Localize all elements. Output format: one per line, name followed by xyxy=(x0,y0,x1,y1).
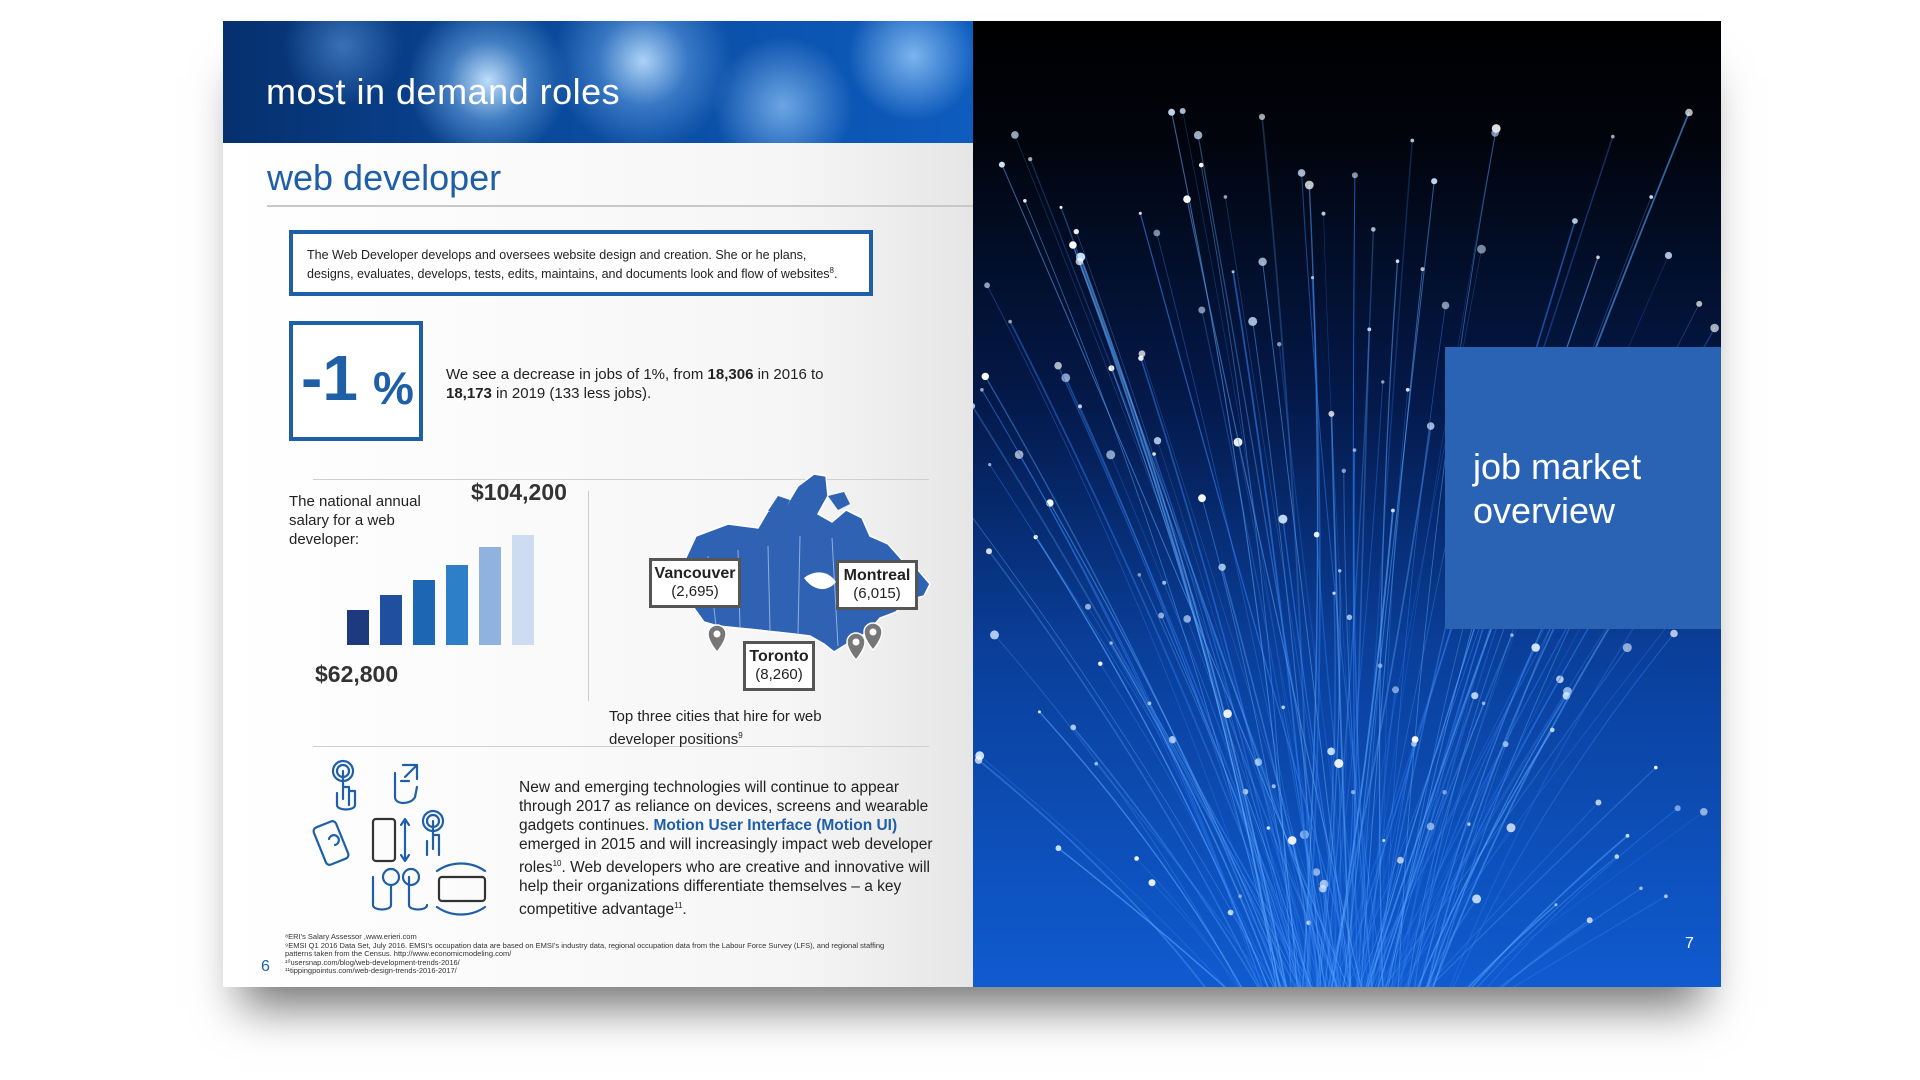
footnote: ¹¹tippingpointus.com/web-design-trends-2016-2017/ xyxy=(285,966,457,976)
fiber-tip-light xyxy=(1611,135,1615,139)
fiber-tip-light xyxy=(1180,108,1186,114)
fiber-tip-light xyxy=(1054,362,1062,370)
fiber-tip-light xyxy=(1410,139,1414,143)
fiber-tip-light xyxy=(1069,241,1077,249)
fiber-tip-light xyxy=(999,162,1005,168)
fiber-tip-light xyxy=(1710,324,1719,333)
salary-bar xyxy=(512,535,534,645)
salary-bar xyxy=(479,547,501,645)
fiber-tip-light xyxy=(1491,129,1499,137)
job-change-number: -1 xyxy=(301,342,358,414)
fiber-tip-light xyxy=(1085,604,1091,610)
fiber-tip-light xyxy=(1442,302,1450,310)
fiber-tip-light xyxy=(1168,109,1175,116)
salary-max: $104,200 xyxy=(471,479,567,505)
fiber-tip-light xyxy=(1288,836,1297,845)
fiber-tip-light xyxy=(984,282,990,288)
fiber-tip-light xyxy=(990,630,999,639)
fiber-tip-light xyxy=(1550,728,1555,733)
touch-gesture-icon xyxy=(311,759,501,919)
map-pin-icon xyxy=(864,623,882,650)
footnotes xyxy=(285,933,945,976)
fiber-strand xyxy=(1403,634,1674,987)
role-description: The Web Developer develops and oversees website design and creation. She or he plans, designs, evaluates, develops, tests, edits, maintains, and documents look and flow of websites xyxy=(307,248,830,282)
jobs-2019: 18,173 xyxy=(446,385,492,402)
fiber-tip-light xyxy=(1056,845,1062,851)
fiber-tip-light xyxy=(1670,630,1678,638)
fiber-tip-light xyxy=(988,463,991,466)
change-text-part: in 2016 to xyxy=(753,366,824,383)
fiber-tip-light xyxy=(1134,856,1139,861)
fiber-tip-light xyxy=(1223,709,1232,718)
left-page xyxy=(223,21,973,987)
city-name: Vancouver xyxy=(654,565,736,582)
fiber-tip-light xyxy=(1555,903,1558,906)
fiber-tip-light xyxy=(1482,702,1486,706)
job-change-text xyxy=(446,365,866,403)
fiber-tip-light xyxy=(1199,163,1204,168)
fiber-tip-light xyxy=(1319,885,1327,893)
fiber-tip-light xyxy=(1342,469,1346,473)
fiber-tip-light xyxy=(1371,227,1376,232)
fiber-tip-light xyxy=(1311,276,1314,279)
fiber-tip-light xyxy=(1224,195,1228,199)
fiber-tip-light xyxy=(1106,450,1115,459)
fiber-tip-light xyxy=(1352,172,1358,178)
right-page xyxy=(973,21,1721,987)
page-number-left: 6 xyxy=(261,958,270,975)
fiber-tip-light xyxy=(1477,245,1486,254)
fiber-tip-light xyxy=(1038,710,1041,713)
fiber-strand xyxy=(1002,165,1402,987)
fiber-tip-light xyxy=(1427,422,1435,430)
fiber-tip-light xyxy=(1531,643,1540,652)
fiber-tip-light xyxy=(1183,195,1191,203)
fiber-tip-light xyxy=(1392,686,1399,693)
brochure-spread xyxy=(223,21,1721,987)
column-divider xyxy=(588,491,589,701)
fiber-tip-light xyxy=(1060,206,1063,209)
job-change-percent-box xyxy=(289,321,423,441)
fiber-tip-light xyxy=(1011,131,1019,139)
fiber-strand xyxy=(990,465,1382,987)
fiber-tip-light xyxy=(1334,759,1343,768)
fiber-tip-light xyxy=(1396,259,1400,263)
fiber-tip-light xyxy=(1194,131,1202,139)
fiber-tip-light xyxy=(1139,212,1142,215)
fiber-tip-light xyxy=(973,403,975,409)
change-text-part: We see a decrease in jobs of 1%, from xyxy=(446,366,708,383)
fiber-tip-light xyxy=(1259,114,1265,120)
canada-map xyxy=(618,466,948,706)
fiber-tip-light xyxy=(1472,894,1481,903)
fiber-tip-light xyxy=(1152,452,1156,456)
fiber-tip-light xyxy=(1149,879,1156,886)
salary-label: The national annual salary for a web developer: xyxy=(289,493,421,548)
fiber-tip-light xyxy=(1258,258,1266,266)
role-title: web developer xyxy=(267,157,502,198)
fiber-tip-light xyxy=(1649,195,1653,199)
map-pin-icon xyxy=(847,633,865,660)
fiber-tip-light xyxy=(1162,581,1166,585)
salary-bar xyxy=(347,610,369,645)
fiber-tip-light xyxy=(1153,230,1160,237)
fiber-strand xyxy=(1142,354,1382,987)
map-caption-footnote-ref: 9 xyxy=(738,731,743,740)
fiber-tip-light xyxy=(1232,270,1235,273)
fiber-tip-light xyxy=(1664,894,1668,898)
fiber-tip-light xyxy=(1078,404,1082,408)
fiber-tip-light xyxy=(1305,181,1314,190)
tech-text-part: . xyxy=(682,901,687,919)
title-divider xyxy=(267,205,973,207)
fiber-tip-light xyxy=(1314,532,1320,538)
banner-title: most in demand roles xyxy=(266,71,621,112)
fiber-tip-light xyxy=(1595,800,1601,806)
map-caption xyxy=(609,707,849,749)
fiber-tip-light xyxy=(1023,199,1027,203)
fiber-tip-light xyxy=(1138,356,1143,361)
city-name: Montreal xyxy=(843,567,911,584)
fiber-tip-light xyxy=(1675,805,1681,811)
fiber-tip-light xyxy=(1587,917,1593,923)
fiber-tip-light xyxy=(1471,692,1478,699)
tech-text-part: emerged in 2015 and will increasingly impact web developer roles xyxy=(519,836,933,877)
role-description-box: The Web Developer develops and oversees website design and creation. She or he plans, designs, evaluates, develops, tests, edits, maintains, and documents look and flow of websites$^8$. xyxy=(289,230,873,296)
fiber-tip-light xyxy=(1198,494,1206,502)
fiber-tip-light xyxy=(1228,910,1234,916)
fiber-tip-light xyxy=(1138,573,1142,577)
fiber-tip-light xyxy=(1654,766,1658,770)
fiber-tip-light xyxy=(982,373,989,380)
fiber-tip-light xyxy=(1700,808,1708,816)
motion-ui-highlight: Motion User Interface (Motion UI) xyxy=(653,817,898,834)
fiber-strand xyxy=(1050,503,1337,987)
fiber-tip-light xyxy=(1382,839,1385,842)
overview-title-line: overview xyxy=(1473,490,1616,531)
footnote: ⁹EMSI Q1 2016 Data Set, July 2016. EMSI's occupation data are based on EMSI's industry data, regional occupation data from the Labour Force Survey (LFS), and regional staffing xyxy=(285,940,885,950)
fiber-tip-light xyxy=(1248,317,1257,326)
fiber-tip-light xyxy=(1183,615,1191,623)
fiber-tip-light xyxy=(1406,388,1410,392)
fiber-tip-light xyxy=(1154,437,1161,444)
description-footnote-ref: 8 xyxy=(829,266,834,275)
fiber-tip-light xyxy=(1639,887,1643,891)
fiber-tip-light xyxy=(1028,157,1032,161)
tech-footnote-ref: 11 xyxy=(674,901,683,911)
fiber-tip-light xyxy=(1421,267,1425,271)
fiber-tip-light xyxy=(1391,509,1395,513)
fiber-tip-light xyxy=(1074,229,1079,234)
fiber-tip-light xyxy=(1381,380,1384,383)
fiber-tip-light xyxy=(1076,258,1084,266)
fiber-tip-light xyxy=(1332,592,1335,595)
fiber-tip-light xyxy=(1353,448,1357,452)
salary-bar xyxy=(380,595,402,645)
overview-box xyxy=(1445,347,1721,629)
city-jobs: (2,695) xyxy=(671,583,719,600)
city-callout-montreal xyxy=(836,560,918,610)
fiber-tip-light xyxy=(1507,823,1516,832)
fiber-tip-light xyxy=(1351,790,1355,794)
salary-bar-chart xyxy=(347,509,507,645)
footnote: ⁸ERI's Salary Assessor ,www.erieri.com xyxy=(285,932,417,941)
fiber-tip-light xyxy=(1277,342,1281,346)
fiber-tip-light xyxy=(986,548,992,554)
fiber-strand xyxy=(973,510,1342,987)
fiber-tip-light xyxy=(1626,834,1630,838)
fiber-tip-light xyxy=(1198,307,1205,314)
fiber-tip-light xyxy=(1685,109,1693,117)
city-name: Toronto xyxy=(749,648,809,665)
salary-min: $62,800 xyxy=(315,661,399,687)
city-jobs: (8,260) xyxy=(755,666,803,683)
city-jobs: (6,015) xyxy=(853,585,901,602)
fiber-tip-light xyxy=(1572,218,1578,224)
salary-bar xyxy=(413,580,435,645)
fiber-tip-light xyxy=(1328,411,1334,417)
fiber-strand xyxy=(1292,599,1489,987)
jobs-2016: 18,306 xyxy=(707,366,754,383)
fiber-tip-light xyxy=(1238,894,1242,898)
fiber-tip-light xyxy=(1281,706,1285,710)
job-change-unit: % xyxy=(373,362,414,414)
fiber-tip-light xyxy=(1272,784,1276,788)
fiber-tip-light xyxy=(1596,256,1600,260)
change-text-part: in 2019 (133 less jobs). xyxy=(491,385,652,402)
map-pin-icon xyxy=(708,625,726,652)
page-number-right: 7 xyxy=(1685,935,1694,952)
overview-title xyxy=(1473,445,1641,533)
footnote: ¹⁰usersnap.com/blog/web-development-trends-2016/ xyxy=(285,957,460,967)
tech-text-part: . Web developers who are creative and innovative will help their organizations differentiate themselves – a key competitive advantage xyxy=(519,859,930,919)
fiber-tip-light xyxy=(980,388,984,392)
fiber-tip-light xyxy=(1431,178,1437,184)
salary-bar xyxy=(446,565,468,645)
header-banner xyxy=(223,21,973,143)
fiber-tip-light xyxy=(1015,450,1024,459)
fiber-tip-light xyxy=(1615,854,1620,859)
fiber-tip-light xyxy=(1298,169,1306,177)
fiber-tip-light xyxy=(1665,252,1672,259)
fiber-tip-light xyxy=(1278,515,1287,524)
footnote: patterns taken from the Census. http://www.economicmodeling.com/ xyxy=(285,949,512,959)
fiber-tip-light xyxy=(1322,212,1326,216)
fiber-tip-light xyxy=(1008,320,1012,324)
map-caption-text: Top three cities that hire for web developer positions xyxy=(609,708,822,748)
emerging-tech-text xyxy=(519,778,939,919)
overview-title-line: job market xyxy=(1473,446,1642,487)
fiber-tip-light xyxy=(1347,615,1353,621)
fiber-tip-light xyxy=(1696,301,1702,307)
city-callout-vancouver xyxy=(649,558,741,608)
fiber-tip-light xyxy=(1623,643,1632,652)
fiber-tip-light xyxy=(1411,741,1417,747)
tech-footnote-ref: 10 xyxy=(552,859,562,868)
fiber-tip-light xyxy=(1098,662,1102,666)
tech-text-part: New and emerging technologies will continue to appear through 2017 as reliance on devices, screens and wearable gadgets continues. xyxy=(519,779,929,834)
city-callout-toronto xyxy=(743,641,815,691)
gesture-device-icons xyxy=(311,759,501,919)
fiber-tip-light xyxy=(975,756,983,764)
